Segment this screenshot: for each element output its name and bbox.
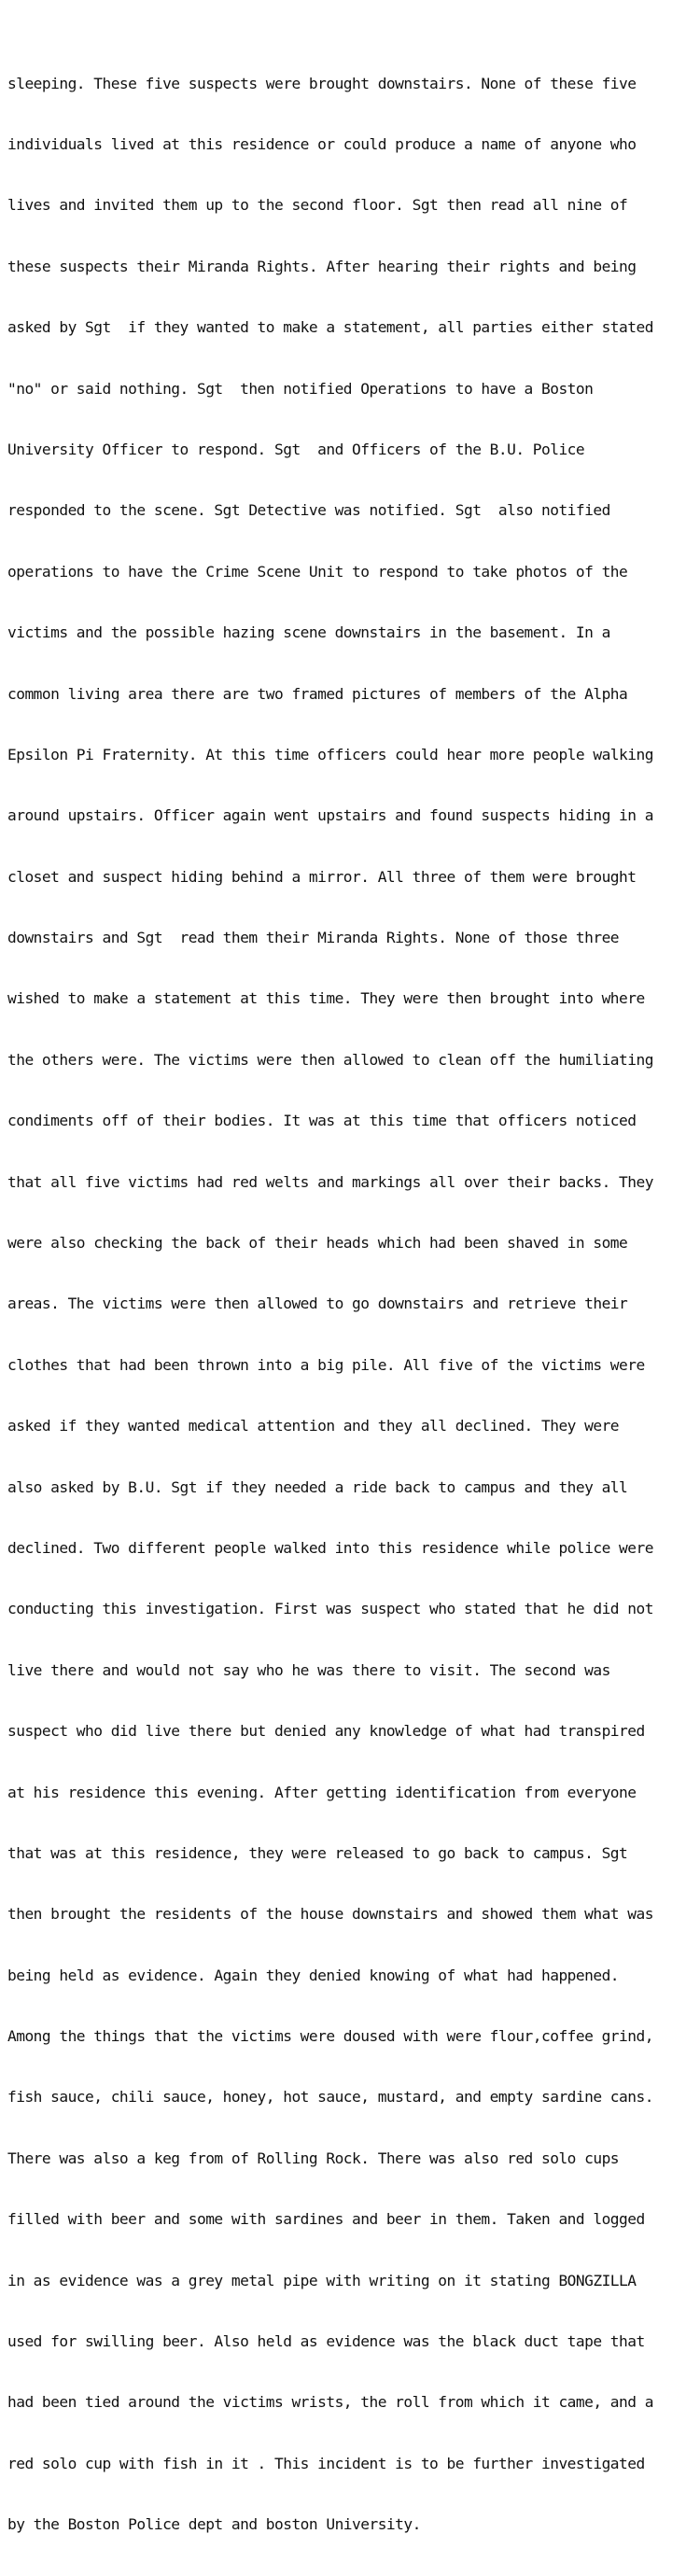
text-line: at his residence this evening. After getting identification from everyone xyxy=(7,1783,637,1801)
text-line: responded to the scene. Sgt Detective was notified. Sgt also notified xyxy=(7,501,610,520)
text-line: were also checking the back of their heads which had been shaved in some xyxy=(7,1234,628,1253)
text-line: victims and the possible hazing scene downstairs in the basement. In a xyxy=(7,623,610,642)
text-line: sleeping. These five suspects were brought downstairs. None of these five xyxy=(7,74,637,92)
report-body-text xyxy=(7,33,698,2576)
text-line: downstairs and Sgt read them their Miranda Rights. None of those three xyxy=(7,929,620,947)
text-line: by the Boston Police dept and boston University. xyxy=(7,2515,421,2534)
text-line: lives and invited them up to the second floor. Sgt then read all nine of xyxy=(7,196,628,215)
text-line: these suspects their Miranda Rights. After hearing their rights and being xyxy=(7,257,637,275)
text-line: "no" or said nothing. Sgt then notified Operations to have a Boston xyxy=(7,379,594,398)
text-line: being held as evidence. Again they denied knowing of what had happened. xyxy=(7,1966,620,1984)
text-line: that all five victims had red welts and markings all over their backs. They xyxy=(7,1172,653,1191)
text-line: declined. Two different people walked into this residence while police were xyxy=(7,1538,653,1557)
text-line: University Officer to respond. Sgt and Officers of the B.U. Police xyxy=(7,440,585,458)
text-line: conducting this investigation. First was suspect who stated that he did not xyxy=(7,1600,653,1618)
text-line: live there and would not say who he was there to visit. The second was xyxy=(7,1660,610,1679)
text-line: filled with beer and some with sardines and beer in them. Taken and logged xyxy=(7,2210,645,2229)
text-line: that was at this residence, they were released to go back to campus. Sgt xyxy=(7,1843,628,1862)
text-line: red solo cup with fish in it . This incident is to be further investigated xyxy=(7,2454,645,2472)
text-line: the others were. The victims were then allowed to clean off the humiliating xyxy=(7,1050,653,1069)
text-line: operations to have the Crime Scene Unit to respond to take photos of the xyxy=(7,562,628,581)
text-line: There was also a keg from of Rolling Rock. There was also red solo cups xyxy=(7,2149,620,2167)
text-line: around upstairs. Officer again went upstairs and found suspects hiding in a xyxy=(7,806,653,825)
text-line: areas. The victims were then allowed to go downstairs and retrieve their xyxy=(7,1295,628,1313)
text-line: in as evidence was a grey metal pipe with writing on it stating BONGZILLA xyxy=(7,2271,637,2289)
text-line: asked if they wanted medical attention and they all declined. They were xyxy=(7,1417,620,1435)
text-line: suspect who did live there but denied any knowledge of what had transpired xyxy=(7,1722,645,1741)
text-line: used for swilling beer. Also held as evidence was the black duct tape that xyxy=(7,2332,645,2351)
text-line: also asked by B.U. Sgt if they needed a ride back to campus and they all xyxy=(7,1477,628,1496)
text-line: individuals lived at this residence or could produce a name of anyone who xyxy=(7,134,637,153)
text-line: then brought the residents of the house downstairs and showed them what was xyxy=(7,1905,653,1924)
text-line: closet and suspect hiding behind a mirror. All three of them were brought xyxy=(7,867,637,886)
text-line: asked by Sgt if they wanted to make a statement, all parties either stated xyxy=(7,318,653,337)
text-line: common living area there are two framed pictures of members of the Alpha xyxy=(7,684,628,703)
text-line: fish sauce, chili sauce, honey, hot sauce, mustard, and empty sardine cans. xyxy=(7,2088,653,2107)
text-line: had been tied around the victims wrists, the roll from which it came, and a xyxy=(7,2393,653,2412)
text-line: condiments off of their bodies. It was at this time that officers noticed xyxy=(7,1112,637,1130)
text-line: clothes that had been thrown into a big pile. All five of the victims were xyxy=(7,1355,645,1374)
text-line: wished to make a statement at this time. They were then brought into where xyxy=(7,989,645,1008)
text-line: Among the things that the victims were doused with were flour,coffee grind, xyxy=(7,2027,653,2046)
text-line: Epsilon Pi Fraternity. At this time officers could hear more people walking xyxy=(7,745,653,763)
